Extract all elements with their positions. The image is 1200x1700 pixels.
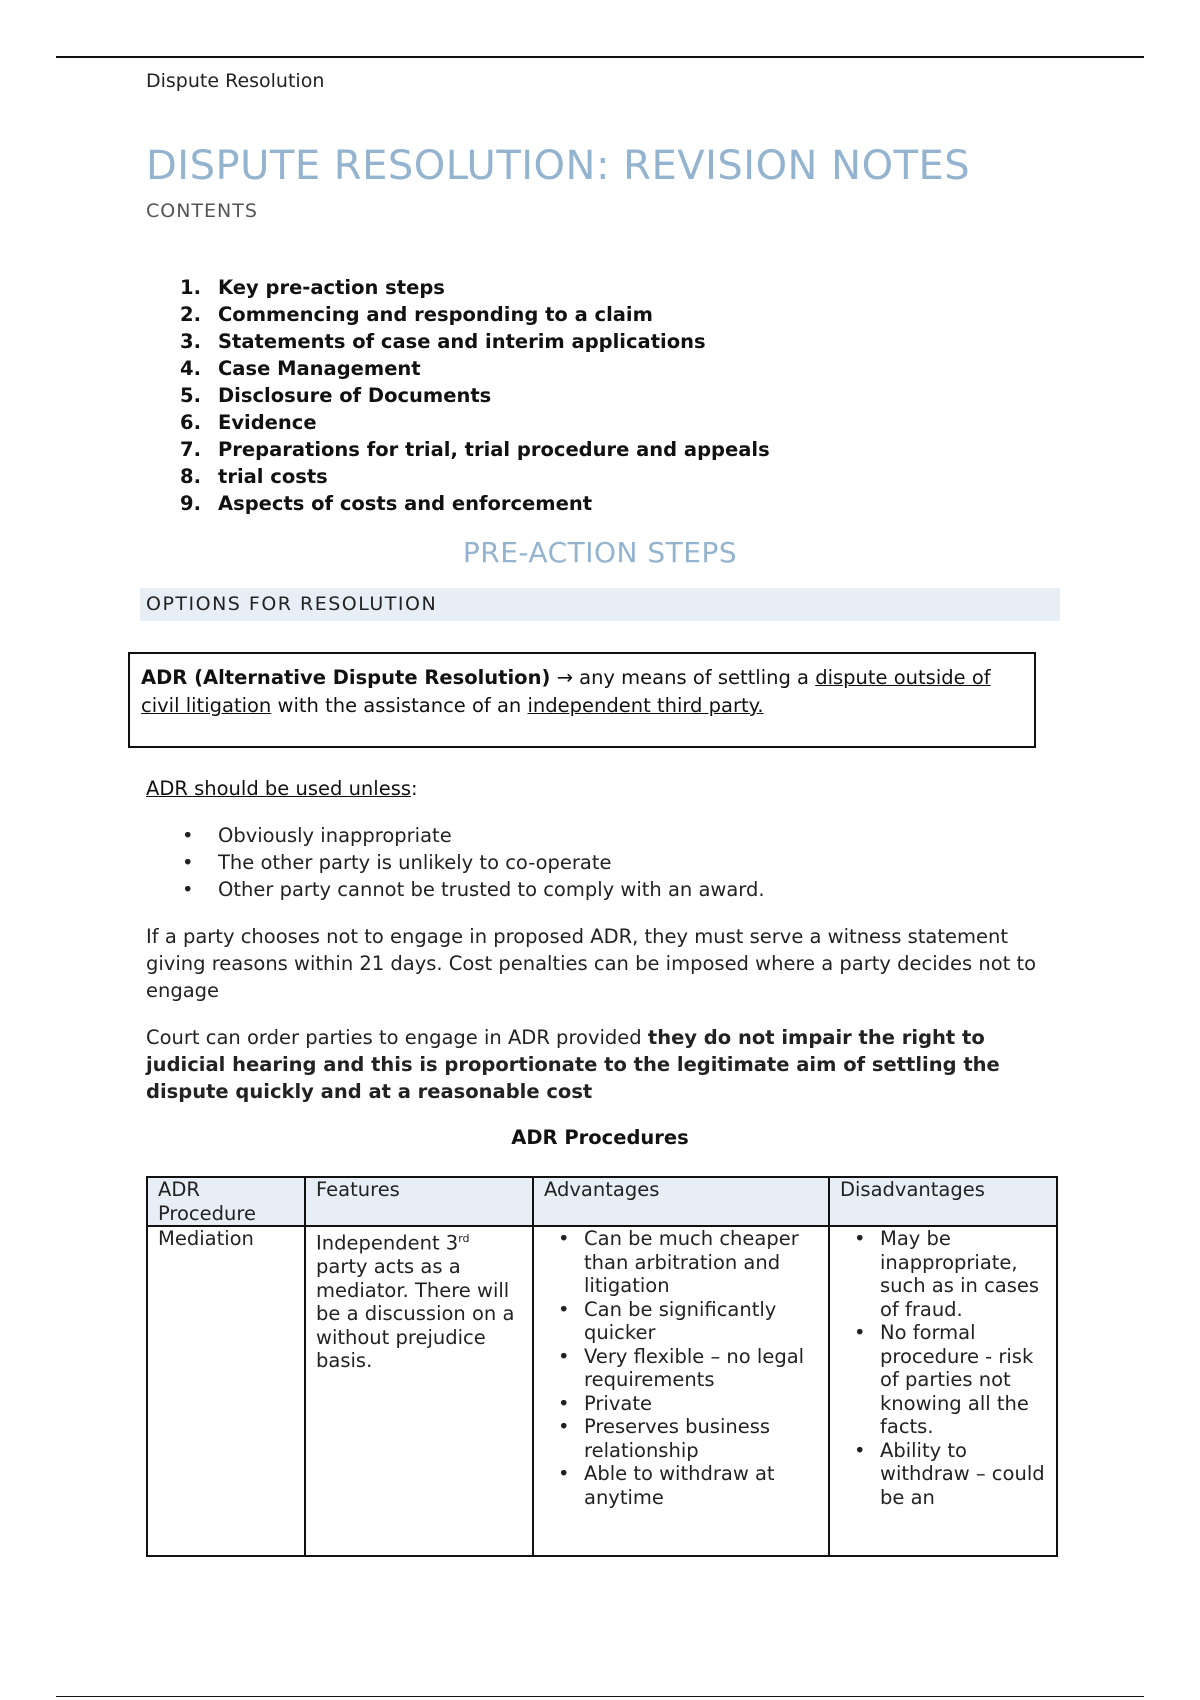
toc-item[interactable]: 7. Preparations for trial, trial procedure and appeals [180, 438, 770, 461]
list-item: • Can be significantly quicker [544, 1298, 818, 1345]
list-item: • Private [544, 1392, 818, 1416]
table-caption: ADR Procedures [511, 1126, 689, 1149]
toc-item[interactable]: 6. Evidence [180, 411, 317, 434]
list-item: • Preserves business relationship [544, 1415, 818, 1462]
paragraph-witness-statement: If a party chooses not to engage in proposed ADR, they must serve a witness statement giving reasons within 21 days. Cost penalties can be imposed where a party decides not to engage [146, 925, 1037, 1002]
table-header-row [147, 1177, 1057, 1226]
toc-item[interactable]: 9. Aspects of costs and enforcement [180, 492, 593, 515]
adr-procedures-table [146, 1176, 1058, 1557]
adr-definition: ADR (Alternative Dispute Resolution) → any means of settling a dispute outside of civil litigation with the assistance of an independent third party. [141, 666, 991, 717]
column-header: Features [305, 1177, 533, 1226]
toc-item[interactable]: 8. trial costs [180, 465, 328, 488]
list-item: • No formal procedure - risk of parties not knowing all the facts. [840, 1321, 1046, 1439]
adr-unless-heading: ADR should be used unless: [146, 777, 418, 800]
list-item: • The other party is unlikely to co-operate [180, 849, 765, 876]
toc-item[interactable]: 4. Case Management [180, 357, 421, 380]
features-cell: Independent 3rd party acts as a mediator. There will be a discussion on a without prejudice basis. [305, 1226, 533, 1556]
toc-item[interactable]: 3. Statements of case and interim applications [180, 330, 706, 353]
column-header: Disadvantages [829, 1177, 1057, 1226]
list-item: • May be inappropriate, such as in cases of fraud. [840, 1227, 1046, 1321]
list-item: • Can be much cheaper than arbitration and litigation [544, 1227, 818, 1298]
paragraph-court-order: Court can order parties to engage in ADR provided they do not impair the right to judicial hearing and this is proportionate to the legitimate aim of settling the dispute quickly and at a reasonable cost [146, 1026, 1000, 1103]
list-item: • Other party cannot be trusted to comply with an award. [180, 876, 765, 903]
table-of-contents [180, 274, 770, 517]
section-heading: PRE-ACTION STEPS [462, 536, 738, 569]
table-row [147, 1226, 1057, 1556]
page-title: DISPUTE RESOLUTION: REVISION NOTES [146, 143, 971, 189]
header-rule [56, 56, 1144, 58]
advantages-list [544, 1227, 818, 1509]
disadvantages-list [840, 1227, 1046, 1509]
unless-list [180, 822, 765, 903]
subsection-heading: OPTIONS FOR RESOLUTION [146, 593, 438, 615]
procedure-cell: Mediation [147, 1226, 305, 1556]
toc-item[interactable]: 5. Disclosure of Documents [180, 384, 492, 407]
list-item: • Ability to withdraw – could be an [840, 1439, 1046, 1510]
column-header: Advantages [533, 1177, 829, 1226]
list-item: • Able to withdraw at anytime [544, 1462, 818, 1509]
running-header: Dispute Resolution [146, 70, 325, 92]
disadvantages-cell [829, 1226, 1057, 1556]
contents-label: CONTENTS [146, 200, 258, 222]
toc-item[interactable]: 2. Commencing and responding to a claim [180, 303, 653, 326]
list-item: • Obviously inappropriate [180, 822, 765, 849]
footer-rule [56, 1696, 1144, 1697]
column-header: ADR Procedure [147, 1177, 305, 1226]
list-item: • Very flexible – no legal requirements [544, 1345, 818, 1392]
toc-item[interactable]: 1. Key pre-action steps [180, 276, 445, 299]
advantages-cell [533, 1226, 829, 1556]
